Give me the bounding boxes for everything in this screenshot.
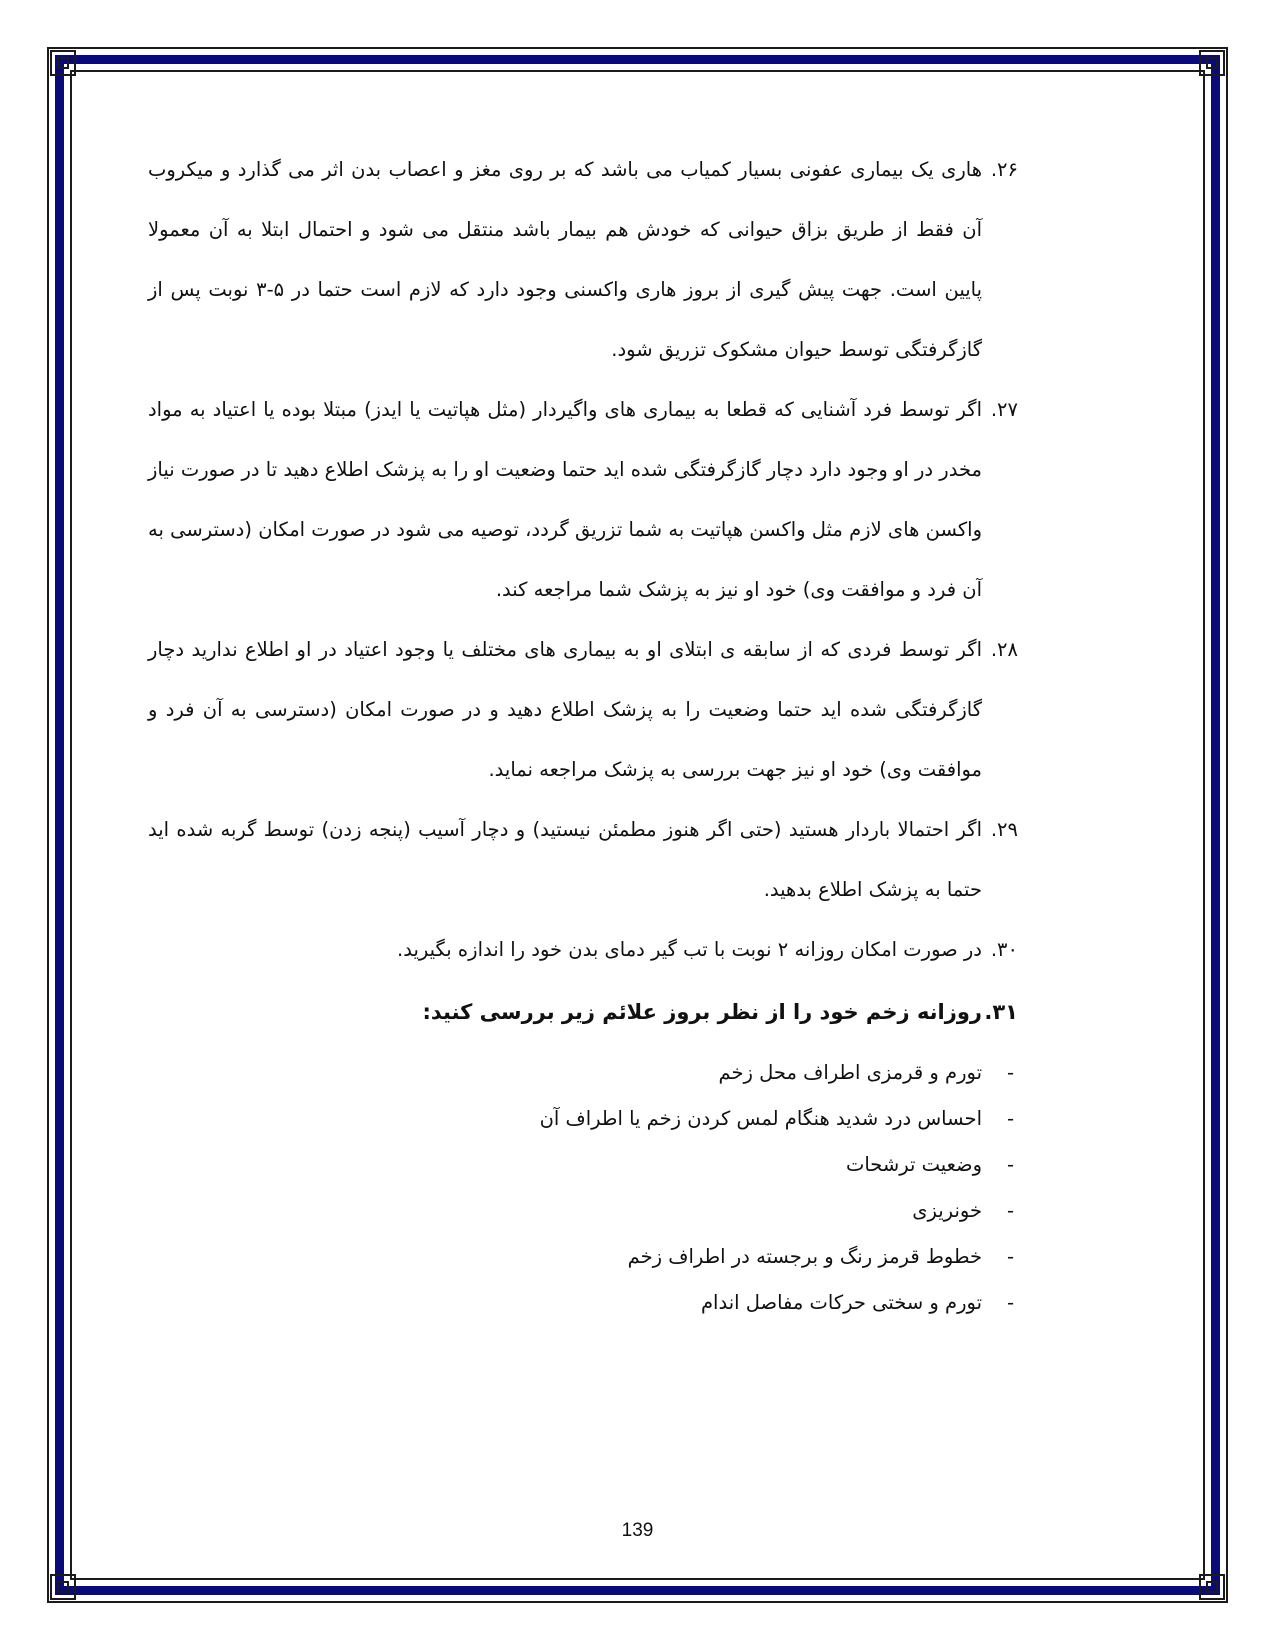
list-item [148, 1142, 1018, 1188]
list-item [148, 1188, 1018, 1234]
item-number: ۲۶. [990, 158, 1018, 181]
bullet-marker: - [1006, 1107, 1014, 1130]
numbered-item-28 [148, 620, 1018, 800]
bullet-marker: - [1006, 1061, 1014, 1084]
heading-text: روزانه زخم خود را از نظر بروز علائم زیر بررسی کنید: [422, 1000, 982, 1024]
bullet-marker: - [1006, 1245, 1014, 1268]
page-number: 139 [621, 1520, 654, 1541]
item-number: ۲۹. [990, 818, 1018, 841]
list-item-text: تورم و قرمزی اطراف محل زخم [718, 1061, 982, 1084]
bullet-marker: - [1006, 1153, 1014, 1176]
list-item-text: تورم و سختی حرکات مفاصل اندام [700, 1291, 982, 1314]
item-number: ۲۸. [990, 638, 1018, 661]
numbered-item-29 [148, 800, 1018, 920]
item-text: اگر احتمالا باردار هستید (حتی اگر هنوز مطمئن نیستید) و دچار آسیب (پنجه زدن) توسط گربه شده اید حتما به پزشک اطلاع بدهید. [148, 818, 982, 901]
item-number: ۲۷. [990, 398, 1018, 421]
corner-ornament-bottom-left [50, 1574, 76, 1600]
bullet-marker: - [1006, 1199, 1014, 1222]
bullet-marker: - [1006, 1291, 1014, 1314]
symptom-list [148, 1050, 1018, 1326]
item-number: ۳۱. [984, 1000, 1018, 1024]
numbered-item-31-heading [148, 980, 1018, 1044]
item-text: در صورت امکان روزانه ۲ نوبت با تب گیر دمای بدن خود را اندازه بگیرید. [397, 938, 982, 961]
numbered-item-27 [148, 380, 1018, 620]
list-item-text: احساس درد شدید هنگام لمس کردن زخم یا اطراف آن [539, 1107, 982, 1130]
corner-ornament-top-right [1199, 50, 1225, 76]
list-item-text: خطوط قرمز رنگ و برجسته در اطراف زخم [627, 1245, 982, 1268]
list-item [148, 1096, 1018, 1142]
corner-ornament-top-left [50, 50, 76, 76]
corner-ornament-bottom-right [1199, 1574, 1225, 1600]
numbered-item-30 [148, 920, 1018, 980]
item-text: اگر توسط فرد آشنایی که قطعا به بیماری های واگیردار (مثل هپاتیت یا ایدز) مبتلا بوده یا اعتیاد به مواد مخدر در او وجود دارد دچار گازگرفتگی شده اید حتما وضعیت او را به پزشک اطلاع دهید تا در صورت نیاز واکسن های لازم مثل واکسن هپاتیت به شما تزریق گردد، توصیه می شود در صورت امکان (دسترسی به آن فرد و موافقت وی) خود او نیز به پزشک شما مراجعه کند. [148, 398, 982, 601]
item-text: هاری یک بیماری عفونی بسیار کمیاب می باشد که بر روی مغز و اعصاب بدن اثر می گذارد و میکروب آن فقط از طریق بزاق حیوانی که خودش هم بیمار باشد منتقل می شود و احتمال ابتلا به آن معمولا پایین است. جهت پیش گیری از بروز هاری واکسنی وجود دارد که لازم است حتما در ۵-۳ نوبت پس از گازگرفتگی توسط حیوان مشکوک تزریق شود. [148, 158, 983, 361]
list-item [148, 1234, 1018, 1280]
list-item [148, 1280, 1018, 1326]
item-number: ۳۰. [990, 938, 1018, 961]
document-body [148, 140, 1018, 1326]
list-item-text: خونریزی [912, 1199, 982, 1222]
numbered-item-26 [148, 140, 1018, 380]
list-item [148, 1050, 1018, 1096]
list-item-text: وضعیت ترشحات [845, 1153, 982, 1176]
item-text: اگر توسط فردی که از سابقه ی ابتلای او به بیماری های مختلف یا وجود اعتیاد در او اطلاع ندارید دچار گازگرفتگی شده اید حتما وضعیت را به پزشک اطلاع دهید و در صورت امکان (دسترسی به آن فرد و موافقت وی) خود او نیز جهت بررسی به پزشک مراجعه نماید. [148, 638, 982, 781]
